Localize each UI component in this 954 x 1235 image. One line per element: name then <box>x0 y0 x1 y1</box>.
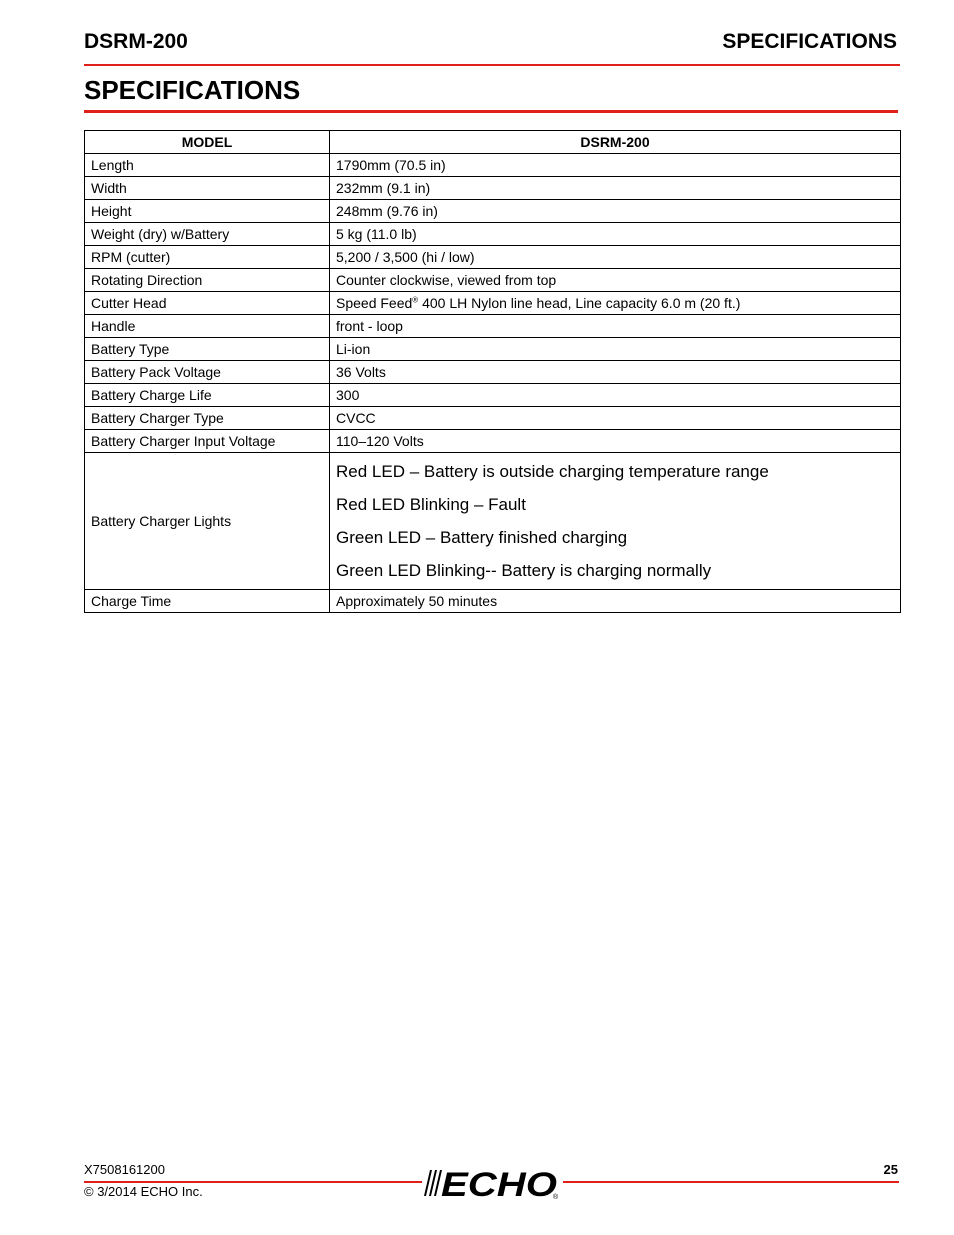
table-header-model: MODEL <box>85 131 330 154</box>
table-row <box>85 338 901 361</box>
row-label: Handle <box>85 315 330 338</box>
table-row <box>85 453 901 590</box>
logo-text: ECHO <box>441 1166 557 1200</box>
title-divider <box>84 110 898 113</box>
row-value: Counter clockwise, viewed from top <box>330 269 901 292</box>
table-row <box>85 361 901 384</box>
registered-mark: ® <box>412 295 419 305</box>
row-value <box>330 292 901 315</box>
light-line-red-blinking: Red LED Blinking – Fault <box>336 495 526 514</box>
charger-lights-cell <box>330 453 901 590</box>
row-label: Charge Time <box>85 590 330 613</box>
light-line-green-blinking: Green LED Blinking-- Battery is charging normally <box>336 561 712 580</box>
row-value: 5 kg (11.0 lb) <box>330 223 901 246</box>
table-row <box>85 430 901 453</box>
row-value: Approximately 50 minutes <box>330 590 901 613</box>
row-label: Width <box>85 177 330 200</box>
footer-divider-right <box>563 1181 899 1183</box>
row-value: 1790mm (70.5 in) <box>330 154 901 177</box>
table-row <box>85 292 901 315</box>
table-row <box>85 407 901 430</box>
light-line-red: Red LED – Battery is outside charging temperature range <box>336 462 769 481</box>
row-value: 248mm (9.76 in) <box>330 200 901 223</box>
table-row <box>85 315 901 338</box>
header-model: DSRM-200 <box>84 30 188 53</box>
logo-registered-mark: ® <box>553 1194 559 1200</box>
table-row <box>85 177 901 200</box>
row-label: Height <box>85 200 330 223</box>
row-value: 5,200 / 3,500 (hi / low) <box>330 246 901 269</box>
specifications-table <box>84 130 901 613</box>
table-row <box>85 384 901 407</box>
document-number: X7508161200 <box>84 1162 165 1177</box>
row-value: front - loop <box>330 315 901 338</box>
table-row <box>85 154 901 177</box>
row-label: Rotating Direction <box>85 269 330 292</box>
row-value: 110–120 Volts <box>330 430 901 453</box>
table-row <box>85 200 901 223</box>
table-header-value: DSRM-200 <box>330 131 901 154</box>
row-value: 232mm (9.1 in) <box>330 177 901 200</box>
cutter-head-detail: 400 LH Nylon line head, Line capacity 6.0 m (20 ft.) <box>418 295 741 311</box>
footer-divider-left <box>84 1181 422 1183</box>
row-label: Battery Pack Voltage <box>85 361 330 384</box>
row-label: Battery Charger Input Voltage <box>85 430 330 453</box>
row-value: CVCC <box>330 407 901 430</box>
row-label: Cutter Head <box>85 292 330 315</box>
table-row <box>85 590 901 613</box>
row-label: Weight (dry) w/Battery <box>85 223 330 246</box>
cutter-head-brand: Speed Feed <box>336 295 413 311</box>
page-title: SPECIFICATIONS <box>84 75 301 105</box>
row-value: Li-ion <box>330 338 901 361</box>
row-value: 36 Volts <box>330 361 901 384</box>
copyright-text: © 3/2014 ECHO Inc. <box>84 1184 203 1199</box>
row-label: Battery Charger Type <box>85 407 330 430</box>
row-value: 300 <box>330 384 901 407</box>
page-number: 25 <box>883 1162 898 1177</box>
table-header-row <box>85 131 901 154</box>
header-divider <box>84 64 900 66</box>
light-line-green: Green LED – Battery finished charging <box>336 528 628 547</box>
row-label: Length <box>85 154 330 177</box>
table-row <box>85 223 901 246</box>
row-label: Battery Charger Lights <box>85 453 330 590</box>
row-label: RPM (cutter) <box>85 246 330 269</box>
row-label: Battery Charge Life <box>85 384 330 407</box>
header-section: SPECIFICATIONS <box>722 30 897 53</box>
table-row <box>85 246 901 269</box>
echo-logo <box>420 1166 564 1200</box>
row-label: Battery Type <box>85 338 330 361</box>
table-row <box>85 269 901 292</box>
